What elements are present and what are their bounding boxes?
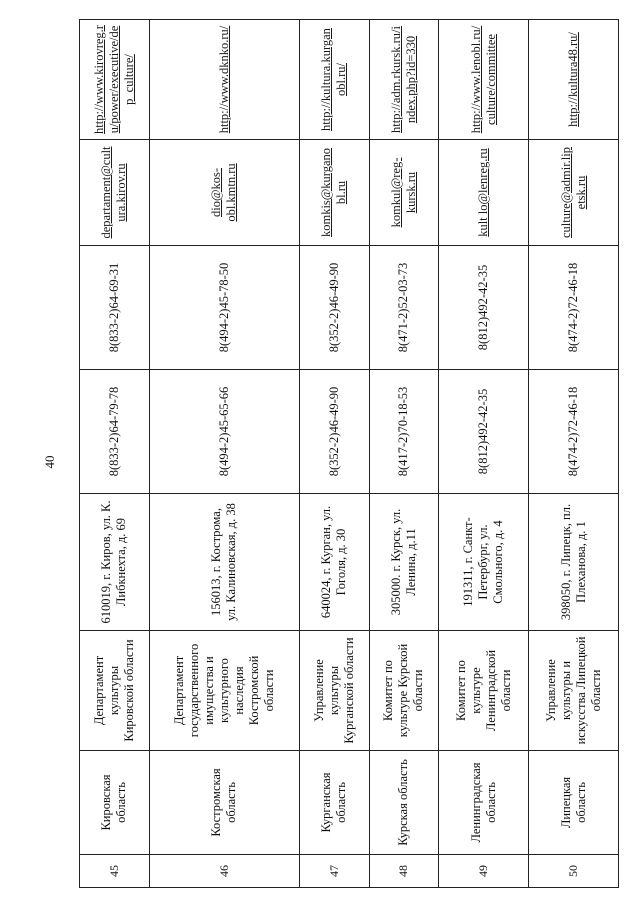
row-number: 50 [529, 855, 619, 888]
website-link[interactable]: http://www.dknko.ru/ [149, 20, 299, 140]
phone-cell: 8(352-2)46-49-90 [299, 370, 369, 494]
table-row [80, 20, 150, 888]
organization-cell: Управление культуры Курганской области [299, 631, 369, 751]
address-cell: 191311, г. Санкт-Петербург, ул. Смольного, д. 4 [439, 494, 529, 631]
address-cell: 398050, г. Липецк, пл. Плеханова, д. 1 [529, 494, 619, 631]
region-cell: Ленинградская область [439, 751, 529, 855]
row-number: 48 [369, 855, 439, 888]
table-container [79, 20, 619, 888]
website-link[interactable]: http://kultura.kurganobl.ru/ [299, 20, 369, 140]
table-row [299, 20, 369, 888]
table-row [529, 20, 619, 888]
organization-cell: Комитет по культуре Курской области [369, 631, 439, 751]
phone-cell: 8(494-2)45-65-66 [149, 370, 299, 494]
address-cell: 610019, г. Киров, ул. К. Либкнехта, д. 69 [80, 494, 150, 631]
email-link[interactable]: komkis@kurganobl.ru [299, 140, 369, 246]
table-row [149, 20, 299, 888]
organization-cell: Управление культуры и искусства Липецкой области [529, 631, 619, 751]
row-number: 47 [299, 855, 369, 888]
phone-cell: 8(417-2)70-18-53 [369, 370, 439, 494]
email-link[interactable]: kult lo@lenreg.ru [439, 140, 529, 246]
page-number: 40 [42, 455, 57, 469]
website-link[interactable]: http://www.lenobl.ru/culture/committee [439, 20, 529, 140]
address-cell: 305000. г. Курск, ул. Ленина, д.11 [369, 494, 439, 631]
fax-cell: 8(494-2)45-78-50 [149, 246, 299, 370]
fax-cell: 8(812)492-42-35 [439, 246, 529, 370]
row-number: 45 [80, 855, 150, 888]
organization-cell: Комитет по культуре Ленинградской области [439, 631, 529, 751]
email-link[interactable]: culture@admir.lipetsk.ru [529, 140, 619, 246]
table-row [439, 20, 529, 888]
email-link[interactable]: departament@cultura.kirov.ru [80, 140, 150, 246]
region-cell: Курганская область [299, 751, 369, 855]
address-cell: 156013, г. Кострома, ул. Калиновская, д. 38 [149, 494, 299, 631]
row-number: 46 [149, 855, 299, 888]
table-row [369, 20, 439, 888]
phone-cell: 8(833-2)64-79-78 [80, 370, 150, 494]
email-link[interactable]: komkul@reg-kursk.ru [369, 140, 439, 246]
fax-cell: 8(833-2)64-69-31 [80, 246, 150, 370]
phone-cell: 8(812)492-42-35 [439, 370, 529, 494]
fax-cell: 8(474-2)72-46-18 [529, 246, 619, 370]
address-cell: 640024, г. Курган, ул. Гоголя, д. 30 [299, 494, 369, 631]
website-link[interactable]: http://www.kirovreg.ru/power/executive/dep_culture/ [80, 20, 150, 140]
phone-cell: 8(474-2)72-46-18 [529, 370, 619, 494]
email-link[interactable]: dio@kos-obl.kmtn.ru [149, 140, 299, 246]
website-link[interactable]: http://kultura48.ru/ [529, 20, 619, 140]
fax-cell: 8(471-2)52-03-73 [369, 246, 439, 370]
website-link[interactable]: http://adm.rkursk.ru/index.php?id=330 [369, 20, 439, 140]
region-cell: Липецкая область [529, 751, 619, 855]
rotated-table-frame [79, 20, 619, 888]
organization-cell: Департамент государственного имущества и культурного наследия Костромской области [149, 631, 299, 751]
region-cell: Кировская область [80, 751, 150, 855]
region-cell: Костромская область [149, 751, 299, 855]
culture-departments-table [79, 19, 619, 888]
fax-cell: 8(352-2)46-49-90 [299, 246, 369, 370]
row-number: 49 [439, 855, 529, 888]
region-cell: Курская область [369, 751, 439, 855]
organization-cell: Департамент культуры Кировской области [80, 631, 150, 751]
